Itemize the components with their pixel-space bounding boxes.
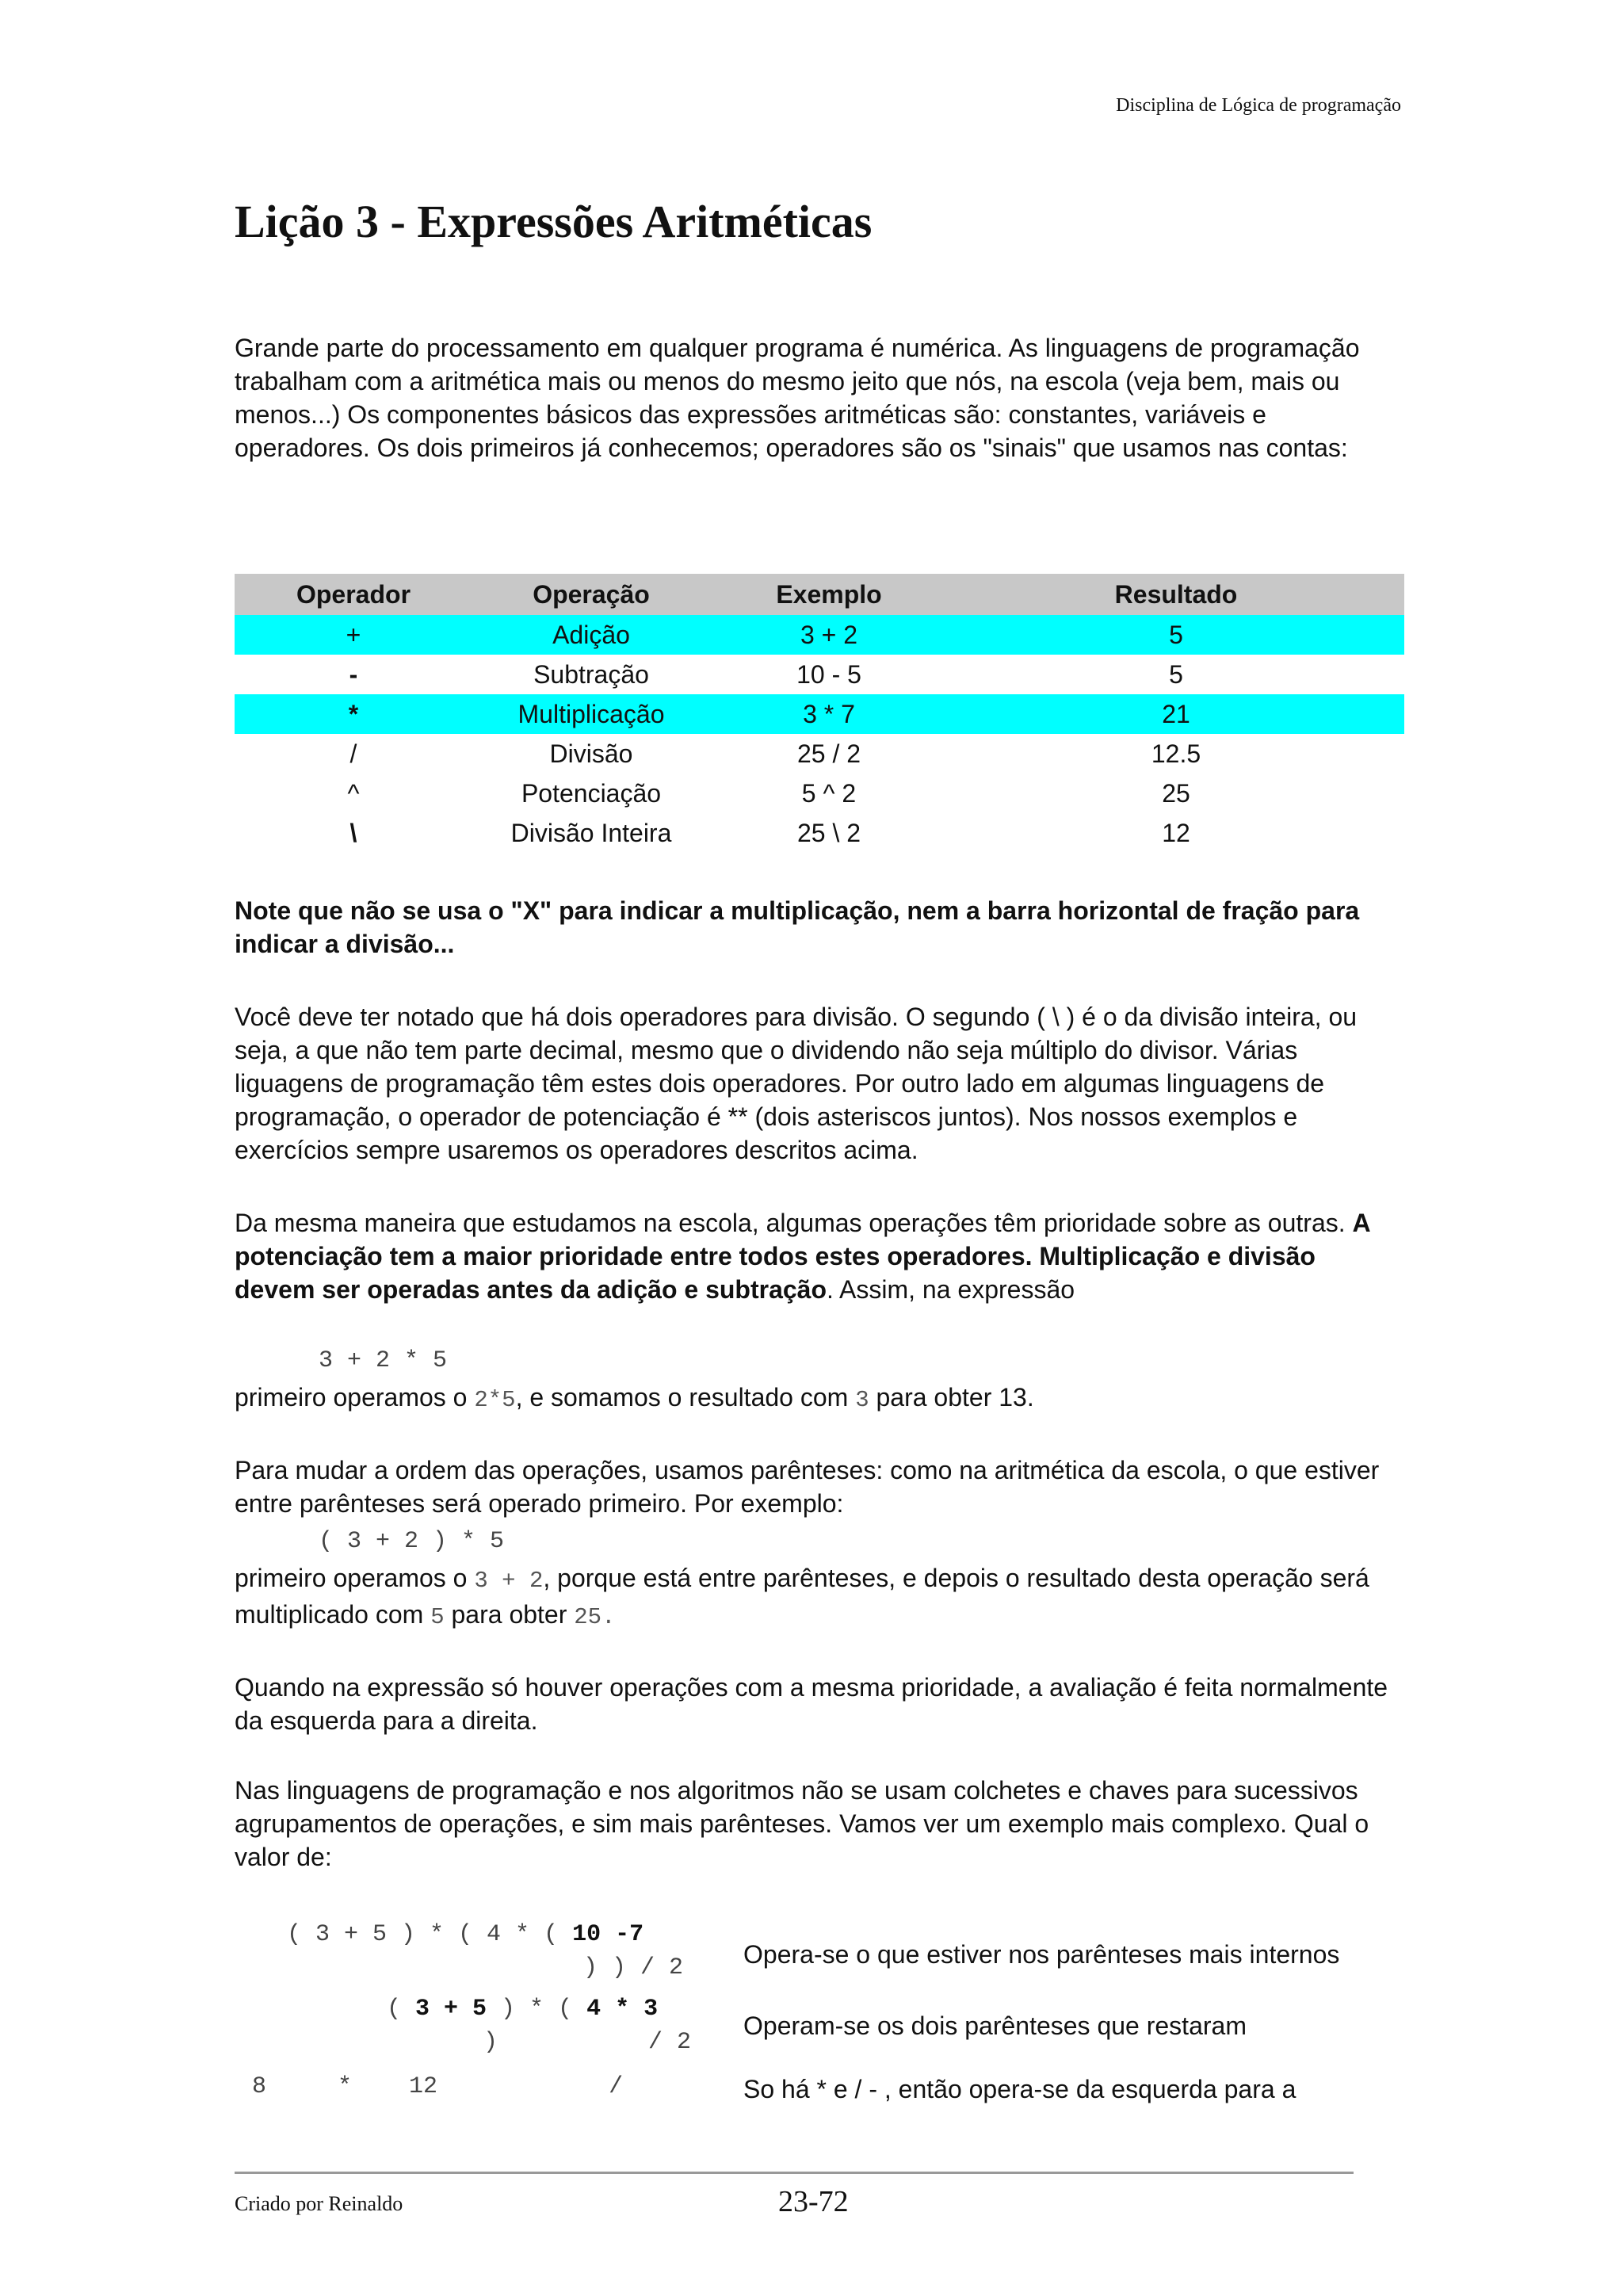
primeiro2-paragraph <box>235 1561 1392 1634</box>
header-operador: Operador <box>235 574 472 615</box>
result-cell: 12 <box>1162 818 1190 847</box>
example-cell: 3 + 2 <box>710 615 948 655</box>
example-cell: 5 ^ 2 <box>801 778 857 808</box>
operator-cell: ^ <box>347 778 360 808</box>
example-text: ) * ( <box>487 1996 587 2023</box>
result-cell: 21 <box>948 694 1404 734</box>
colchetes-paragraph: Nas linguagens de programação e nos algoritmos não se usam colchetes e chaves para sucessivos agrupamentos de operações, e sim mais parênteses. Vamos ver um exemplo mais complexo. Qual o valor de: <box>235 1776 1369 1871</box>
example-cell: 25 / 2 <box>796 739 861 768</box>
mesma-paragraph: Quando na expressão só houver operações com a mesma prioridade, a avaliação é feita normalmente da esquerda para a direita. <box>235 1673 1388 1735</box>
inline-code: 2*5 <box>474 1387 516 1413</box>
lesson-title: Lição 3 - Expressões Aritméticas <box>235 196 873 247</box>
example-line-1-cont: ) ) / 2 <box>583 1954 684 1981</box>
primeiro2-text-c: para obter <box>444 1600 575 1629</box>
header-exemplo: Exemplo <box>710 574 948 615</box>
operation-cell: Divisão <box>549 739 633 768</box>
operation-cell: Adição <box>472 615 710 655</box>
primeiro-paragraph <box>235 1381 1392 1417</box>
note-paragraph: Note que não se usa o "X" para indicar a multiplicação, nem a barra horizontal de fração para indicar a divisão... <box>235 896 1360 958</box>
operation-cell: Subtração <box>533 659 649 689</box>
table-row <box>235 813 1404 853</box>
prioridade-text-a: Da mesma maneira que estudamos na escola, algumas operações têm prioridade sobre as outras. <box>235 1209 1353 1237</box>
prioridade-paragraph <box>235 1206 1392 1306</box>
example-text: ( 3 + 5 ) * ( 4 * ( <box>287 1921 573 1948</box>
code-example-1: 3 + 2 * 5 <box>319 1347 448 1374</box>
primeiro2-text-a: primeiro operamos o <box>235 1564 475 1592</box>
example-cell: 3 * 7 <box>710 694 948 734</box>
example-bold: 4 * 3 <box>586 1996 659 2023</box>
table-row <box>235 655 1404 694</box>
footer-divider <box>235 2172 1354 2174</box>
example-bold: 3 + 5 <box>415 1996 487 2023</box>
example-note-1: Opera-se o que estiver nos parênteses mais internos <box>743 1940 1340 1969</box>
table-header-row <box>235 574 1404 615</box>
operator-cell: + <box>235 615 472 655</box>
example-line-3: 8 * 12 / <box>252 2073 624 2100</box>
example-bold: 10 -7 <box>572 1921 644 1948</box>
primeiro2-text-b: , porque está entre parênteses, e depois o resultado desta operação será multiplicado com <box>235 1564 1369 1629</box>
operation-cell: Divisão Inteira <box>510 818 672 847</box>
result-cell: 5 <box>1169 659 1183 689</box>
result-cell: 5 <box>948 615 1404 655</box>
footer-author: Criado por Reinaldo <box>235 2192 403 2215</box>
operator-cell: * <box>235 694 472 734</box>
example-line-2 <box>387 1996 658 2023</box>
operation-cell: Potenciação <box>521 778 662 808</box>
inline-code: 25. <box>574 1604 616 1630</box>
prioridade-text-bold: A potenciação tem a maior prioridade entre todos estes operadores. Multiplicação e divisão devem ser operadas antes da adição e subtração <box>235 1209 1370 1304</box>
header-resultado: Resultado <box>948 574 1404 615</box>
operator-cell: \ <box>349 818 357 847</box>
table-row <box>235 734 1404 774</box>
intro-paragraph: Grande parte do processamento em qualquer programa é numérica. As linguagens de programação trabalham com a aritmética mais ou menos do mesmo jeito que nós, na escola (veja bem, mais ou menos...) Os componentes básicos das expressões aritméticas são: constantes, variáveis e operadores. Os dois primeiros já conhecemos; operadores são os "sinais" que usamos nas contas: <box>235 334 1360 462</box>
example-line-2-div: / 2 <box>648 2029 692 2056</box>
primeiro-text-b: , e somamos o resultado com <box>515 1383 856 1412</box>
divisao-paragraph: Você deve ter notado que há dois operadores para divisão. O segundo ( \ ) é o da divisão inteira, ou seja, a que não tem parte decimal, mesmo que o dividendo não seja múltiplo do divisor. Várias liguagens de programação têm estes dois operadores. Por outro lado em algumas linguagens de programação, o operador de potenciação é ** (dois asteriscos juntos). Nos nossos exemplos e exercícios sempre usaremos os operadores descritos acima. <box>235 1003 1358 1164</box>
result-cell: 12.5 <box>1151 739 1201 768</box>
primeiro-text-c: para obter 13. <box>869 1383 1034 1412</box>
example-cell: 10 - 5 <box>796 659 861 689</box>
table-row <box>235 694 1404 734</box>
primeiro-text-a: primeiro operamos o <box>235 1383 475 1412</box>
example-line-1 <box>287 1921 643 1948</box>
running-header: Disciplina de Lógica de programação <box>1116 95 1401 116</box>
parenteses-paragraph: Para mudar a ordem das operações, usamos parênteses: como na aritmética da escola, o que estiver entre parênteses será operado primeiro. Por exemplo: <box>235 1456 1380 1518</box>
inline-code: 3 + 2 <box>474 1568 544 1594</box>
operator-cell: - <box>349 659 358 689</box>
example-note-3: So há * e / - , então opera-se da esquerda para a <box>743 2075 1296 2103</box>
inline-code: 5 <box>430 1604 445 1630</box>
example-cell: 25 \ 2 <box>796 818 861 847</box>
result-cell: 25 <box>1162 778 1190 808</box>
table-row <box>235 774 1404 813</box>
operators-table <box>235 574 1404 853</box>
table-row <box>235 615 1404 655</box>
code-example-2: ( 3 + 2 ) * 5 <box>319 1528 505 1555</box>
page-number: 23-72 <box>778 2185 849 2218</box>
example-text: ( <box>387 1996 416 2023</box>
inline-code: 3 <box>855 1387 869 1413</box>
header-operacao: Operação <box>472 574 710 615</box>
operation-cell: Multiplicação <box>472 694 710 734</box>
operator-cell: / <box>349 739 357 768</box>
example-line-2-paren: ) <box>483 2029 498 2056</box>
example-note-2: Operam-se os dois parênteses que restaram <box>743 2011 1247 2040</box>
prioridade-text-c: . Assim, na expressão <box>827 1275 1075 1304</box>
